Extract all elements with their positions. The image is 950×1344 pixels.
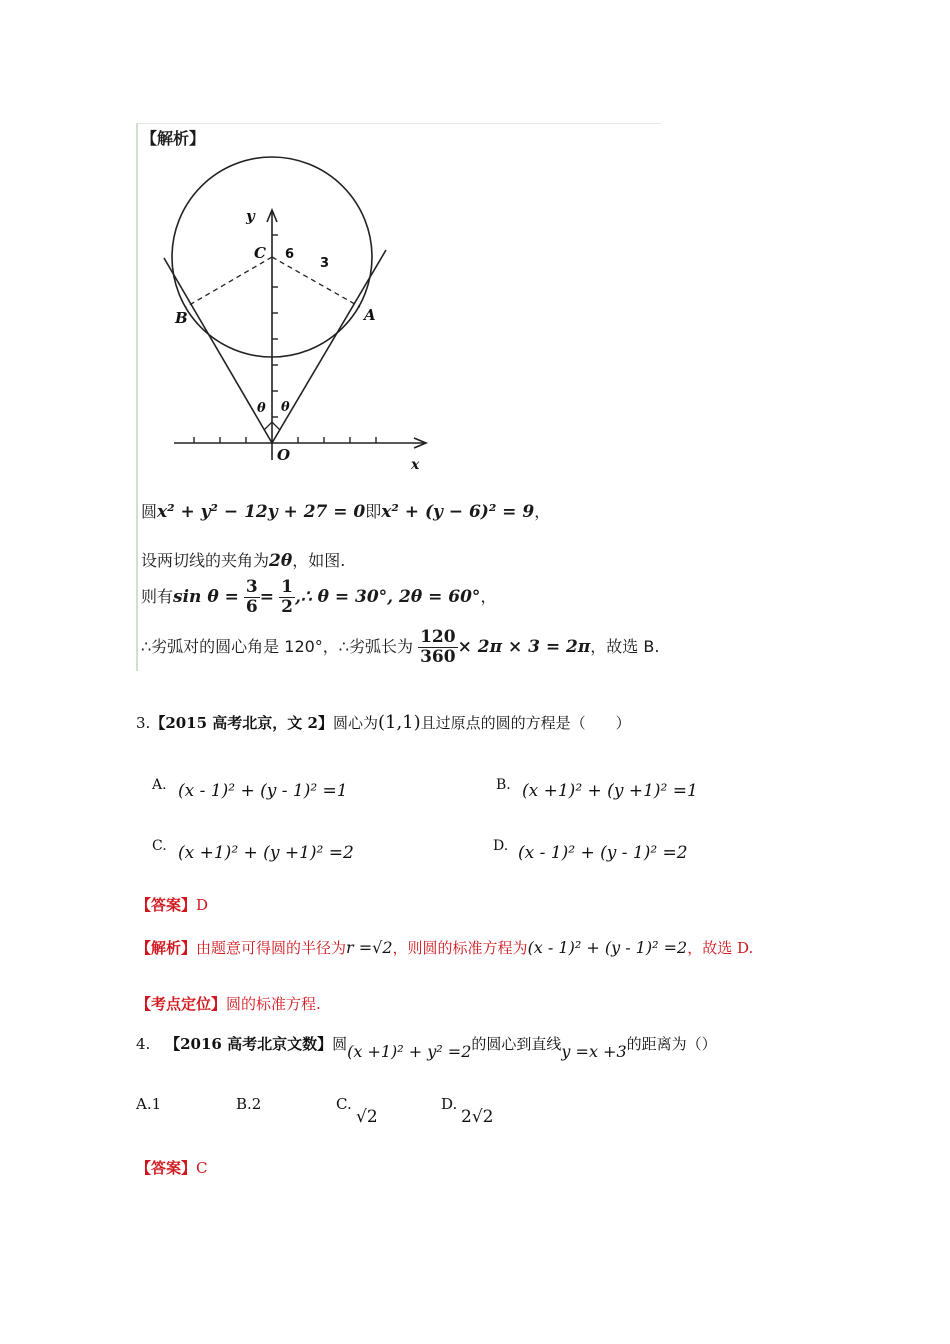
q3-analysis-tag: 【解析】 xyxy=(136,939,197,957)
radius-cb xyxy=(186,257,272,307)
q3-analysis-text3: ，故选 D. xyxy=(687,939,754,957)
q3-option-d-expr: (x - 1)² + (y - 1)² =2 xyxy=(518,843,688,863)
fig-label-x: x xyxy=(411,457,420,473)
fig-label-six: 6 xyxy=(285,247,295,262)
q4-option-d-label: D. xyxy=(441,1095,458,1113)
line2-expr: 2θ xyxy=(269,551,293,571)
solution-line-2 xyxy=(141,548,345,571)
q3-option-a-label: A. xyxy=(152,777,167,793)
line4-prefix: ∴劣弧对的圆心角是 120°，∴劣弧长为 xyxy=(141,637,413,656)
line3-suffix: ， xyxy=(480,587,497,606)
x-ticks xyxy=(194,437,376,443)
line4-frac-num: 120 xyxy=(420,627,456,647)
q3-stem-suffix: 且过原点的圆的方程是（ ） xyxy=(420,714,631,732)
q3-center: (1,1) xyxy=(377,712,421,733)
fig-label-a: A xyxy=(364,306,376,324)
solution-line-4 xyxy=(141,628,659,667)
q4-option-a-value: 1 xyxy=(151,1095,162,1113)
q3-stem xyxy=(136,712,631,733)
q4-number: 4. xyxy=(136,1035,151,1053)
q4-answer xyxy=(136,1157,208,1178)
solution-line-3 xyxy=(141,578,496,617)
fig-label-center: C xyxy=(254,244,266,262)
frac2-den: 2 xyxy=(281,597,293,617)
fig-label-y: y xyxy=(246,207,255,225)
line3-eq: = xyxy=(259,587,275,607)
q3-answer-tag: 【答案】 xyxy=(136,896,197,914)
fig-label-radius: 3 xyxy=(320,256,330,271)
q3-option-b-expr: (x +1)² + (y +1)² =1 xyxy=(522,781,698,801)
q3-option-d-label: D. xyxy=(493,838,509,854)
line1-mid: 即 xyxy=(365,502,382,521)
q3-tag: 【2015 高考北京，文 2】 xyxy=(150,714,333,732)
q3-analysis-eq: (x - 1)² + (y - 1)² =2 xyxy=(527,938,688,957)
q4-option-b-value: 2 xyxy=(251,1095,262,1113)
line4-frac xyxy=(418,628,458,667)
q4-stem-mid: 的圆心到直线 xyxy=(471,1035,562,1053)
q4-stem-prefix: 圆 xyxy=(332,1035,348,1053)
q3-option-c-label: C. xyxy=(152,838,167,854)
q3-kaodian-text: 圆的标准方程. xyxy=(226,995,321,1013)
line3-result: ,∴ θ = 30°, 2θ = 60° xyxy=(294,587,481,607)
y-ticks xyxy=(272,235,278,417)
q3-analysis-text2: ，则圆的标准方程为 xyxy=(392,939,528,957)
q3-option-a-expr: (x - 1)² + (y - 1)² =1 xyxy=(178,781,348,801)
q3-answer xyxy=(136,894,208,915)
frac2-num: 1 xyxy=(281,577,293,597)
line4-frac-den: 360 xyxy=(420,647,456,667)
q4-option-c-value: √2 xyxy=(356,1107,378,1127)
q3-number: 3. xyxy=(136,714,151,732)
q4-option-d xyxy=(441,1095,494,1127)
q3-analysis xyxy=(136,937,753,958)
q3-option-c-expr: (x +1)² + (y +1)² =2 xyxy=(178,843,354,863)
q4-answer-value: C xyxy=(196,1159,208,1177)
line2-prefix: 设两切线的夹角为 xyxy=(141,551,270,570)
q4-circle-eq: (x +1)² + y² =2 xyxy=(347,1042,472,1061)
line1-eq1: x² + y² − 12y + 27 = 0 xyxy=(157,502,366,522)
line4-suffix: ，故选 B. xyxy=(590,637,660,656)
radius-ca xyxy=(272,257,360,307)
line1-suffix: ， xyxy=(534,502,551,521)
q4-option-b-label: B. xyxy=(236,1095,252,1113)
tangent-line-left xyxy=(164,258,272,443)
line3-frac2 xyxy=(279,578,295,617)
q3-analysis-r: r =√2 xyxy=(346,938,393,957)
solution-line-1 xyxy=(141,499,550,522)
q4-answer-tag: 【答案】 xyxy=(136,1159,197,1177)
frac1-num: 3 xyxy=(245,577,258,597)
line4-rest: × 2π × 3 = 2π xyxy=(457,637,591,657)
fig-label-b: B xyxy=(175,309,188,327)
line3-frac1 xyxy=(244,578,260,617)
q4-stem xyxy=(136,1033,717,1061)
q4-stem-suffix: 的距离为（） xyxy=(626,1035,717,1053)
q4-option-b xyxy=(236,1095,261,1113)
fig-label-theta-left: θ xyxy=(257,401,266,416)
q4-option-c-label: C. xyxy=(336,1095,352,1113)
fig-label-theta-right: θ xyxy=(281,400,290,415)
q4-option-a xyxy=(136,1095,161,1113)
frac1-den: 6 xyxy=(245,597,258,617)
q4-option-a-label: A. xyxy=(136,1095,152,1113)
q3-kaodian xyxy=(136,993,321,1014)
q4-line-eq: y =x +3 xyxy=(561,1042,627,1061)
q4-option-c xyxy=(336,1095,378,1127)
fig-label-origin: O xyxy=(277,446,291,464)
q3-analysis-text1: 由题意可得圆的半径为 xyxy=(196,939,347,957)
q4-tag: 【2016 高考北京文数】 xyxy=(165,1035,333,1053)
q3-stem-prefix: 圆心为 xyxy=(332,714,378,732)
q4-option-d-value: 2√2 xyxy=(461,1107,494,1127)
line1-eq2: x² + (y − 6)² = 9 xyxy=(381,502,535,522)
solution-heading: 【解析】 xyxy=(141,129,206,148)
q3-option-b-label: B. xyxy=(496,777,511,793)
line3-sin: sin θ = xyxy=(173,587,239,607)
line1-prefix: 圆 xyxy=(141,502,158,521)
q3-answer-value: D xyxy=(196,896,209,914)
q3-kaodian-tag: 【考点定位】 xyxy=(136,995,227,1013)
line3-prefix: 则有 xyxy=(141,587,174,606)
line2-suffix: ，如图. xyxy=(292,551,346,570)
